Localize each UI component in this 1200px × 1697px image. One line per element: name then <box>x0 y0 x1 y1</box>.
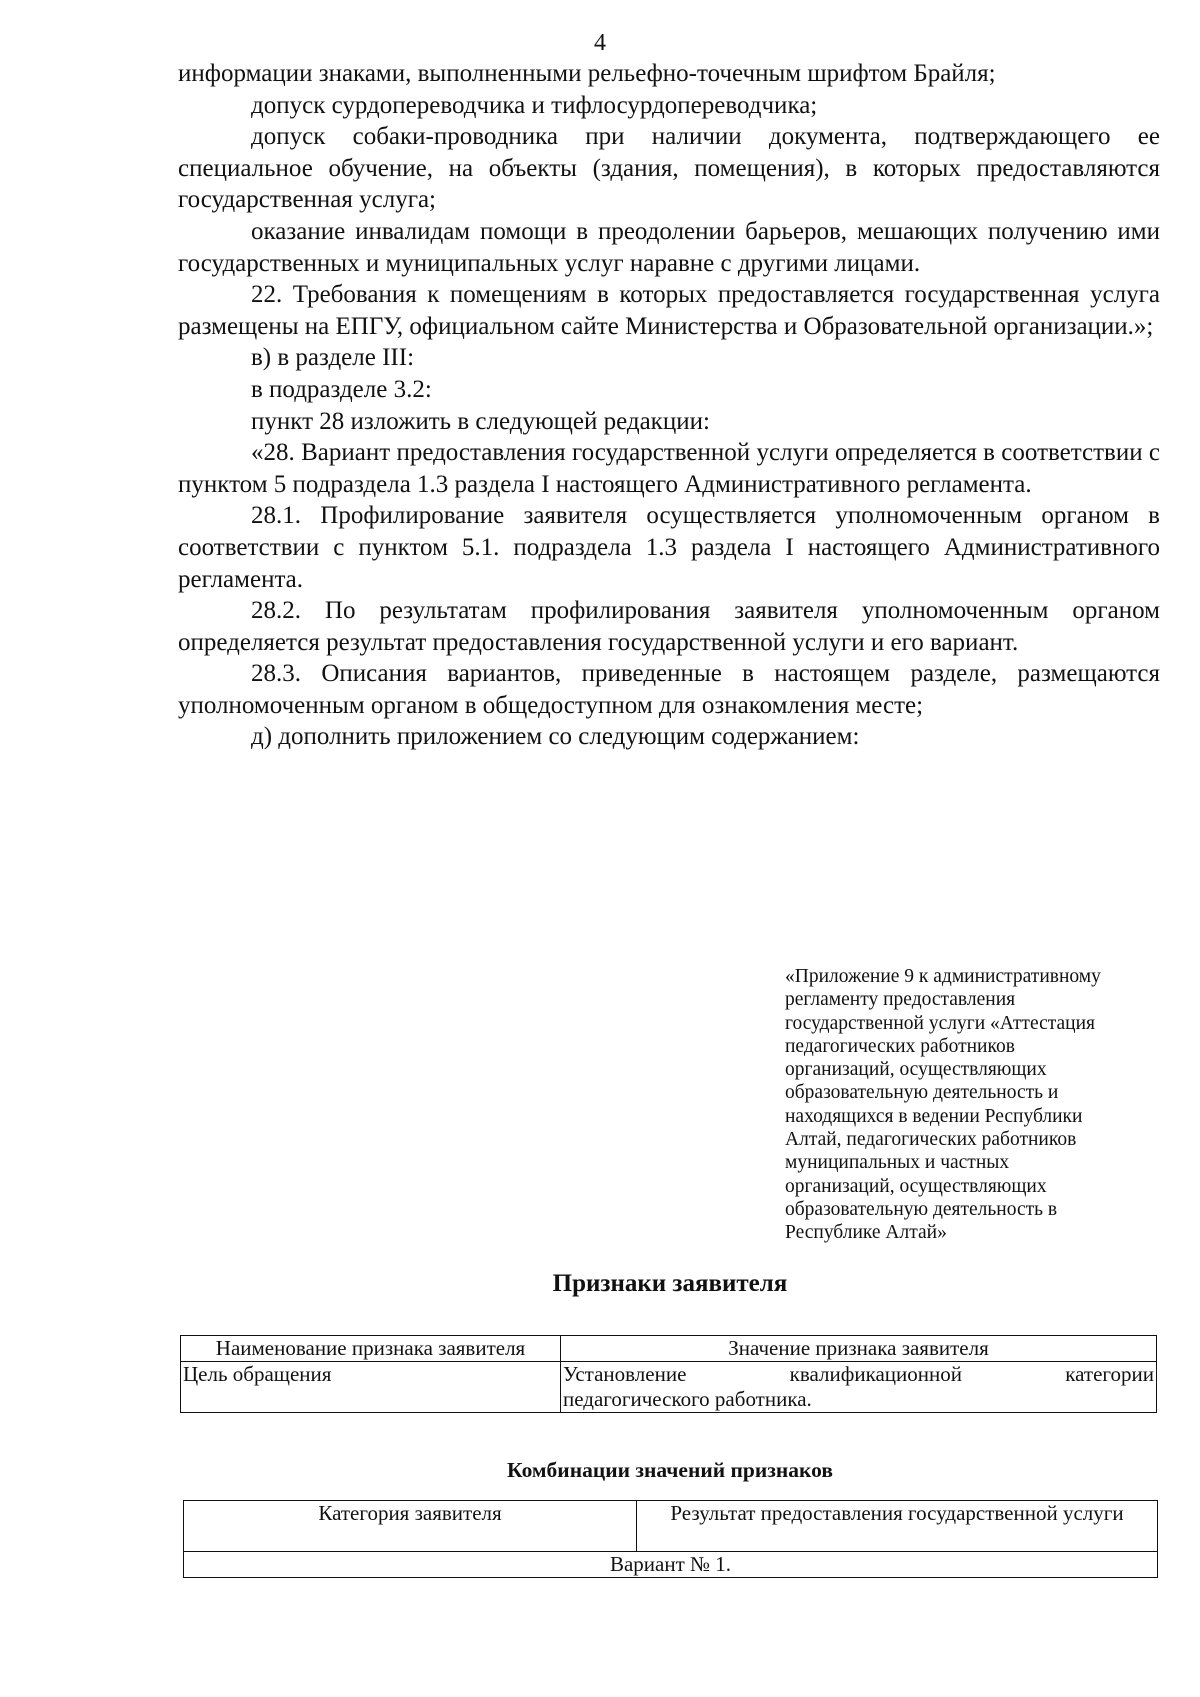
appendix-note-line: регламенту предоставления <box>785 989 1016 1011</box>
table-header-cell: Значение признака заявителя <box>561 1336 1157 1362</box>
appendix-note-line: педагогических работников <box>785 1035 1015 1057</box>
table-cell-line: педагогического работника. <box>563 1387 812 1411</box>
table-header-row <box>181 1336 1157 1362</box>
paragraph: 28.2. По результатам профилирования заявителя уполномоченным органом определяется результат предоставления государственной услуги и его вариант. <box>178 597 1160 656</box>
appendix-note-line: образовательную деятельность в <box>785 1198 1058 1220</box>
paragraph: 28.3. Описания вариантов, приведенные в настоящем разделе, размещаются уполномоченным органом в общедоступном для ознакомления месте; <box>178 660 1160 719</box>
table-header-cell: Результат предоставления государственной услуги <box>637 1501 1158 1552</box>
combinations-table <box>183 1500 1158 1578</box>
paragraph: д) дополнить приложением со следующим содержанием: <box>251 723 860 751</box>
body-text <box>178 58 1160 753</box>
appendix-note-line: Республике Алтай» <box>785 1222 947 1244</box>
appendix-note-line: государственной услуги «Аттестация <box>785 1012 1096 1034</box>
combinations-title: Комбинации значений признаков <box>507 1458 833 1482</box>
appendix-note-line: находящихся в ведении Республики <box>785 1105 1083 1127</box>
table-header-cell: Наименование признака заявителя <box>181 1336 561 1362</box>
paragraph: «28. Вариант предоставления государственной услуги определяется в соответствии с пунктом 5 подраздела 1.3 раздела I настоящего Административного регламента. <box>178 439 1160 498</box>
paragraph: в подразделе 3.2: <box>251 375 432 403</box>
paragraph: в) в разделе III: <box>251 344 415 372</box>
table-cell <box>561 1362 1157 1413</box>
appendix-note <box>785 965 1175 1245</box>
appendix-note-line: Алтай, педагогических работников <box>785 1129 1077 1151</box>
page-number: 4 <box>594 30 606 56</box>
paragraph: допуск сурдопереводчика и тифлосурдопереводчика; <box>251 91 818 119</box>
table-header-row <box>184 1501 1158 1552</box>
appendix-note-line: организаций, осуществляющих <box>785 1059 1047 1081</box>
paragraph: пункт 28 изложить в следующей редакции: <box>251 407 710 435</box>
paragraph: 22. Требования к помещениям в которых предоставляется государственная услуга размещены на ЕПГУ, официальном сайте Министерства и Образовательной организации.»; <box>178 281 1160 340</box>
paragraph: оказание инвалидам помощи в преодолении барьеров, мешающих получению ими государственных и муниципальных услуг наравне с другими лицами. <box>178 217 1160 277</box>
appendix-note-line: «Приложение 9 к административному <box>785 966 1101 987</box>
appendix-note-line: муниципальных и частных <box>785 1152 1010 1174</box>
paragraph: информации знаками, выполненными рельефно-точечным шрифтом Брайля; <box>178 60 996 87</box>
table-row <box>184 1552 1158 1578</box>
table-row <box>181 1362 1157 1413</box>
appendix-note-line: организаций, осуществляющих <box>785 1175 1047 1197</box>
table-header-cell: Категория заявителя <box>184 1501 637 1552</box>
paragraph: допуск собаки-проводника при наличии документа, подтверждающего ее специальное обучение, на объекты (здания, помещения), в которых предоставляются государственная услуга; <box>178 123 1160 214</box>
appendix-note-line: образовательную деятельность и <box>785 1082 1059 1104</box>
paragraph: 28.1. Профилирование заявителя осуществляется уполномоченным органом в соответствии с пунктом 5.1. подраздела 1.3 раздела I настоящего Административного регламента. <box>178 502 1160 593</box>
applicant-signs-table <box>180 1335 1157 1413</box>
applicant-signs-title: Признаки заявителя <box>552 1270 788 1297</box>
table-cell-line: Установление квалификационной категории <box>563 1362 1154 1386</box>
table-cell: Цель обращения <box>181 1362 561 1413</box>
variant-cell: Вариант № 1. <box>184 1552 1158 1578</box>
